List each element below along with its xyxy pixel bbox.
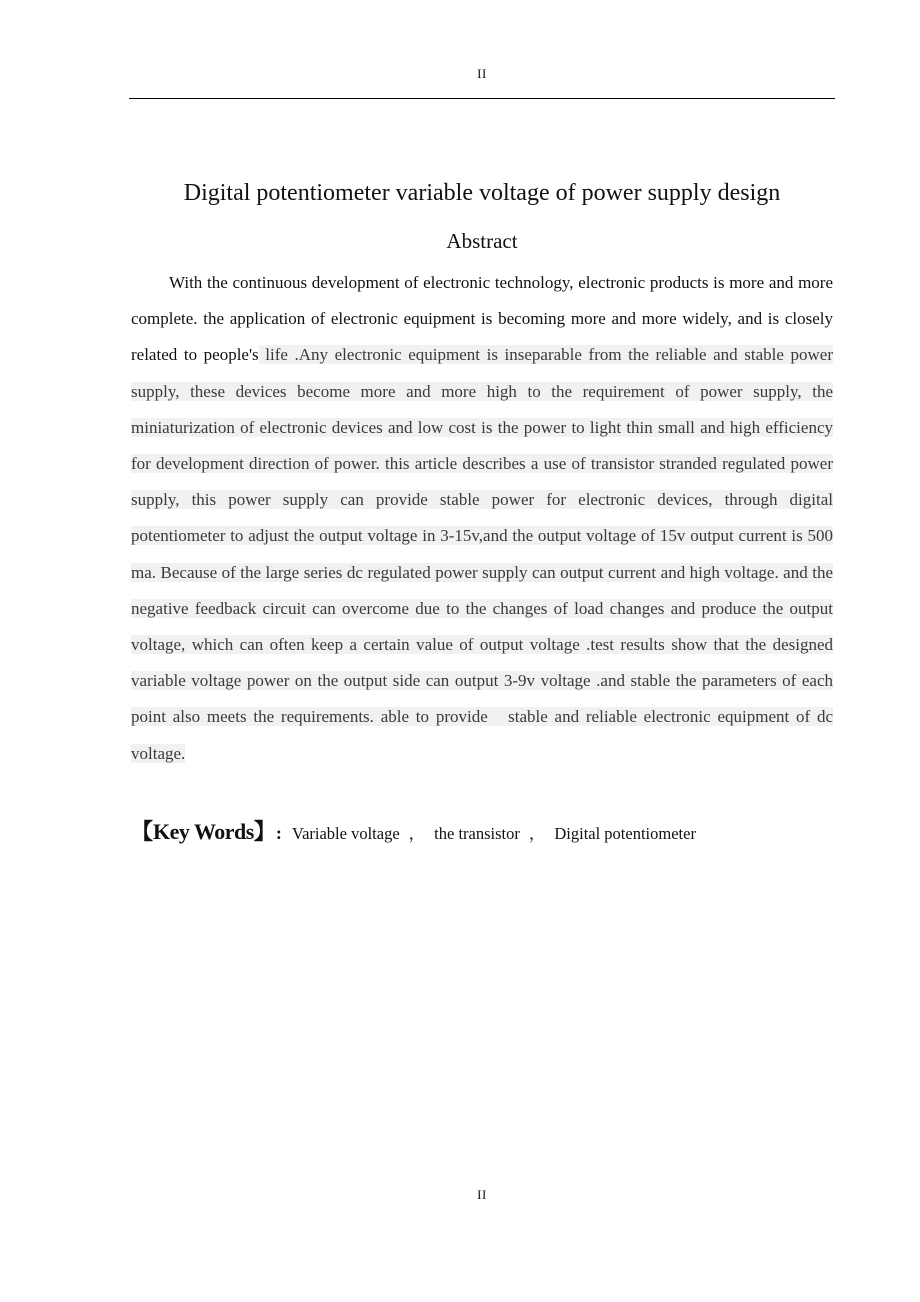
page-footer-number: II: [477, 1187, 487, 1202]
keywords-label: Key Words: [153, 819, 254, 844]
document-title: Digital potentiometer variable voltage of power supply design: [183, 180, 781, 206]
abstract-text-plain: With the continuous development of electronic technology, electronic products is more and more complete. the application of electronic equipment is becoming more and more widely, and is closely related to people's: [131, 273, 833, 365]
header-rule: [129, 98, 835, 99]
keyword-item: Digital potentiometer: [554, 824, 696, 843]
keyword-item: the transistor: [434, 824, 520, 843]
keyword-item: Variable voltage: [291, 824, 400, 843]
abstract-body: [131, 265, 833, 772]
keywords-line: [131, 815, 851, 851]
keywords-close-bracket: 】: [253, 819, 276, 844]
page-header-number: II: [477, 66, 487, 81]
abstract-text-shaded: life .Any electronic equipment is inseparable from the reliable and stable power supply, these devices become more and more high to the requirement of power supply, the miniaturization of electronic devices and low cost is the power to light thin small and high efficiency for development direction of power. this article describes a use of transistor stranded regulated power supply, this power supply can provide stable power for electronic devices, through digital potentiometer to adjust the output voltage in 3-15v,and the output voltage of 15v output current is 500 ma. Because of the large series dc regulated power supply can output current and high voltage. and the negative feedback circuit can overcome due to the changes of load changes and produce the output voltage, which can often keep a certain value of output voltage .test results show that the designed variable voltage power on the output side can output 3-9v voltage .and stable the parameters of each point also meets the requirements. able to provide stable and reliable electronic equipment of dc voltage.: [131, 345, 833, 763]
abstract-heading: Abstract: [446, 229, 518, 253]
keyword-separator: ，: [528, 824, 546, 843]
keywords-colon: :: [275, 823, 282, 843]
keyword-separator: ，: [408, 824, 426, 843]
keywords-open-bracket: 【: [131, 819, 154, 844]
